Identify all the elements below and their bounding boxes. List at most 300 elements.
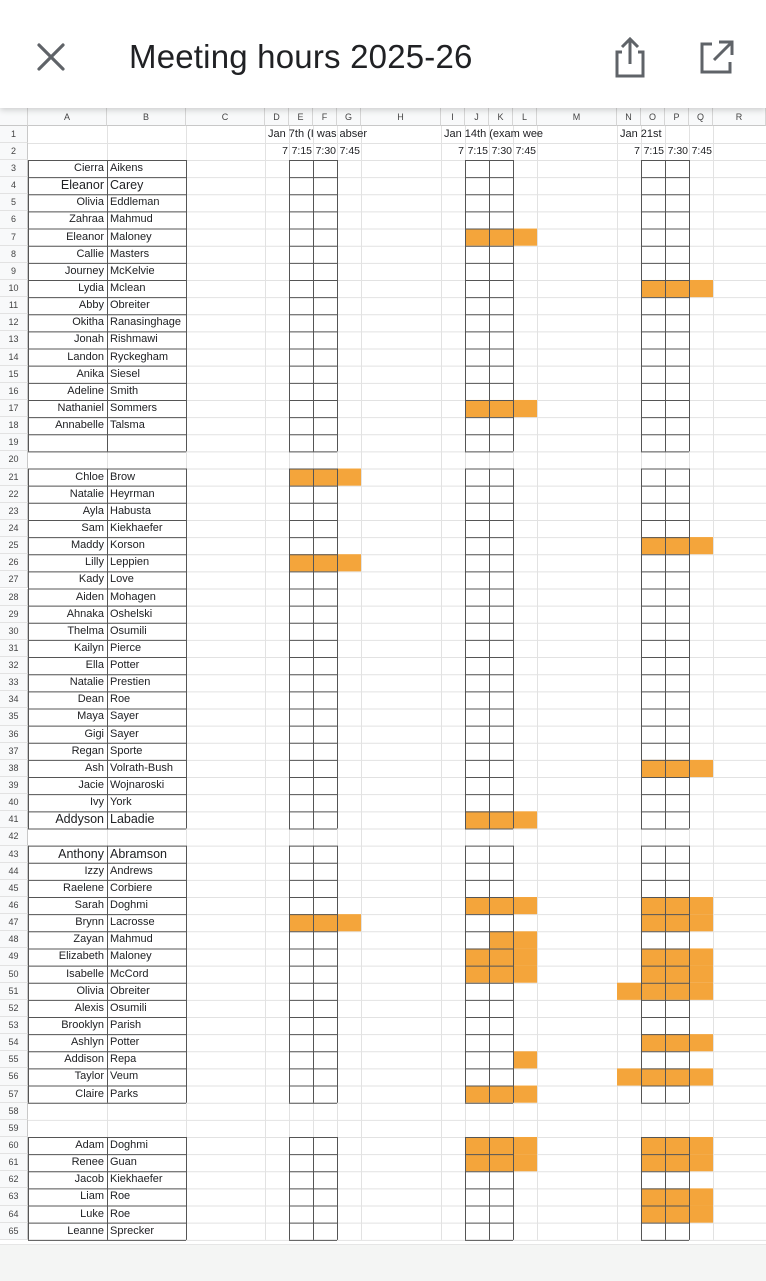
attendance-fill — [689, 948, 713, 965]
row-header[interactable]: 53 — [0, 1017, 28, 1034]
last-name-cell: Talsma — [110, 419, 145, 432]
first-name-cell: Liam — [80, 1190, 104, 1203]
row-header[interactable]: 10 — [0, 280, 28, 297]
last-name-cell: Ranasinghage — [110, 316, 181, 329]
attendance-fill — [337, 469, 361, 486]
row-header[interactable]: 17 — [0, 400, 28, 417]
first-name-cell: Olivia — [76, 196, 104, 209]
first-name-cell: Sam — [81, 521, 104, 534]
last-name-cell: Kiekhaefer — [110, 521, 163, 534]
first-name-cell: Sarah — [74, 899, 104, 912]
time-slot-header: 7 — [458, 145, 464, 157]
first-name-cell: Elizabeth — [58, 950, 104, 963]
attendance-fill — [689, 760, 713, 777]
last-name-cell: Habusta — [110, 504, 151, 517]
first-name-cell: Anika — [76, 367, 104, 380]
first-name-cell: Natalie — [69, 487, 104, 500]
attendance-fill — [665, 537, 689, 554]
attendance-fill — [313, 469, 337, 486]
last-name-cell: Roe — [110, 1207, 131, 1220]
attendance-fill — [665, 983, 689, 1000]
attendance-fill — [465, 229, 489, 246]
first-name-cell: Natalie — [69, 676, 104, 689]
row-header[interactable]: 62 — [0, 1171, 28, 1188]
last-name-cell: Mohagen — [110, 590, 156, 603]
attendance-fill — [489, 1086, 513, 1103]
last-name-cell: Leppien — [110, 556, 150, 569]
row-header[interactable]: 38 — [0, 760, 28, 777]
row-header[interactable]: 33 — [0, 674, 28, 691]
first-name-cell: Ahnaka — [66, 607, 104, 620]
attendance-fill — [337, 914, 361, 931]
attendance-fill — [489, 400, 513, 417]
attendance-fill — [489, 229, 513, 246]
attendance-fill — [689, 1137, 713, 1154]
attendance-fill — [313, 554, 337, 571]
row-header[interactable]: 11 — [0, 297, 28, 314]
time-slot-header: 7 — [634, 145, 640, 157]
first-name-cell: Luke — [80, 1207, 104, 1220]
attendance-fill — [665, 914, 689, 931]
attendance-fill — [641, 280, 665, 297]
column-header-b[interactable]: B — [107, 108, 186, 126]
row-header[interactable]: 22 — [0, 486, 28, 503]
row-header[interactable]: 52 — [0, 1000, 28, 1017]
open-external-button[interactable] — [690, 32, 742, 84]
last-name-cell: Prestien — [110, 676, 151, 689]
first-name-cell: Claire — [75, 1087, 104, 1100]
last-name-cell: Doghmi — [110, 1138, 148, 1151]
attendance-fill — [641, 983, 665, 1000]
last-name-cell: Potter — [110, 1036, 140, 1049]
attendance-fill — [465, 948, 489, 965]
row-header[interactable]: 30 — [0, 623, 28, 640]
row-header[interactable]: 64 — [0, 1206, 28, 1223]
attendance-fill — [513, 1051, 537, 1068]
attendance-fill — [465, 897, 489, 914]
row-header[interactable]: 32 — [0, 657, 28, 674]
first-name-cell: Ivy — [89, 796, 104, 809]
attendance-fill — [689, 537, 713, 554]
attendance-fill — [641, 1068, 665, 1085]
close-icon — [26, 32, 76, 82]
first-name-cell: Brooklyn — [61, 1019, 104, 1031]
row-header[interactable]: 15 — [0, 366, 28, 383]
last-name-cell: Carey — [110, 178, 144, 193]
row-header[interactable]: 58 — [0, 1103, 28, 1120]
last-name-cell: Eddleman — [110, 196, 160, 209]
row-header[interactable]: 18 — [0, 417, 28, 434]
last-name-cell: Repa — [110, 1053, 137, 1066]
first-name-cell: Eleanor — [60, 178, 104, 193]
first-name-cell: Leanne — [67, 1224, 104, 1237]
last-name-cell: Corbiere — [110, 881, 153, 894]
first-name-cell: Dean — [77, 693, 104, 706]
attendance-fill — [489, 948, 513, 965]
attendance-fill — [641, 537, 665, 554]
row-header[interactable]: 3 — [0, 160, 28, 177]
share-icon — [604, 30, 656, 86]
last-name-cell: Sporte — [110, 744, 143, 757]
attendance-fill — [665, 1206, 689, 1223]
row-header[interactable]: 7 — [0, 229, 28, 246]
first-name-cell: Ashlyn — [70, 1036, 104, 1049]
row-header[interactable]: 37 — [0, 743, 28, 760]
first-name-cell: Jacie — [78, 779, 104, 792]
row-header[interactable]: 50 — [0, 966, 28, 983]
first-name-cell: Anthony — [58, 846, 104, 861]
first-name-cell: Isabelle — [66, 967, 104, 980]
first-name-cell: Renee — [71, 1156, 104, 1169]
row-header[interactable]: 14 — [0, 349, 28, 366]
first-name-cell: Alexis — [74, 1001, 104, 1014]
row-header[interactable]: 55 — [0, 1051, 28, 1068]
row-header[interactable]: 24 — [0, 520, 28, 537]
attendance-fill — [641, 760, 665, 777]
column-header-j[interactable]: J — [465, 108, 489, 126]
last-name-cell: Masters — [110, 247, 150, 260]
row-header[interactable]: 42 — [0, 828, 28, 845]
date-header-jan7: Jan 7th (I was abser — [268, 128, 368, 140]
first-name-cell: Landon — [67, 350, 104, 363]
attendance-fill — [689, 1068, 713, 1085]
row-header[interactable]: 41 — [0, 811, 28, 828]
first-name-cell: Callie — [76, 247, 104, 260]
attendance-fill — [513, 897, 537, 914]
open-external-icon — [690, 32, 742, 84]
attendance-fill — [465, 400, 489, 417]
row-header[interactable]: 2 — [0, 143, 28, 160]
last-name-cell: Heyrman — [110, 487, 155, 500]
row-header[interactable]: 28 — [0, 589, 28, 606]
attendance-fill — [465, 1086, 489, 1103]
row-header[interactable]: 49 — [0, 948, 28, 965]
app-header — [0, 0, 766, 108]
first-name-cell: Brynn — [75, 916, 104, 929]
row-header[interactable]: 34 — [0, 691, 28, 708]
first-name-cell: Thelma — [67, 624, 104, 637]
attendance-fill — [513, 1137, 537, 1154]
column-header-q[interactable]: Q — [689, 108, 713, 126]
last-name-cell: York — [110, 796, 132, 809]
last-name-cell: Korson — [110, 539, 145, 552]
attendance-fill — [513, 966, 537, 983]
attendance-fill — [513, 931, 537, 948]
row-header[interactable]: 29 — [0, 606, 28, 623]
row-header[interactable]: 19 — [0, 434, 28, 451]
row-header[interactable]: 36 — [0, 726, 28, 743]
attendance-fill — [641, 1137, 665, 1154]
time-slot-header: 7:15 — [643, 145, 664, 157]
row-header[interactable]: 31 — [0, 640, 28, 657]
last-name-cell: Parks — [110, 1087, 139, 1100]
row-header[interactable]: 43 — [0, 846, 28, 863]
column-header-m[interactable]: M — [537, 108, 617, 126]
row-header[interactable]: 1 — [0, 126, 28, 143]
attendance-fill — [513, 400, 537, 417]
last-name-cell: Wojnaroski — [110, 779, 165, 792]
last-name-cell: Smith — [110, 384, 139, 397]
row-header[interactable]: 61 — [0, 1154, 28, 1171]
last-name-cell: McKelvie — [110, 264, 155, 277]
attendance-fill — [665, 1154, 689, 1171]
time-slot-header: 7:30 — [491, 145, 512, 157]
row-header[interactable]: 44 — [0, 863, 28, 880]
row-header[interactable]: 65 — [0, 1223, 28, 1240]
last-name-cell: Pierce — [110, 641, 142, 654]
time-slot-header: 7:45 — [691, 145, 712, 157]
first-name-cell: Maddy — [70, 539, 104, 552]
row-header[interactable]: 59 — [0, 1120, 28, 1137]
attendance-fill — [489, 1154, 513, 1171]
last-name-cell: Obreiter — [110, 299, 150, 312]
first-name-cell: Maya — [77, 710, 104, 723]
row-header[interactable]: 56 — [0, 1068, 28, 1085]
attendance-fill — [465, 811, 489, 828]
column-header-d[interactable]: D — [265, 108, 289, 126]
column-header-a[interactable]: A — [28, 108, 107, 126]
attendance-fill — [313, 914, 337, 931]
attendance-fill — [689, 914, 713, 931]
row-header[interactable]: 26 — [0, 554, 28, 571]
row-header[interactable]: 8 — [0, 246, 28, 263]
attendance-fill — [617, 1068, 641, 1085]
attendance-fill — [665, 1034, 689, 1051]
row-header[interactable]: 40 — [0, 794, 28, 811]
row-header[interactable]: 4 — [0, 177, 28, 194]
page-title: Meeting hours 2025-26 — [129, 38, 473, 75]
bottom-bar — [0, 1244, 766, 1281]
attendance-fill — [489, 1137, 513, 1154]
last-name-cell: Maloney — [110, 950, 152, 963]
last-name-cell: Sayer — [110, 727, 139, 740]
first-name-cell: Regan — [71, 744, 104, 757]
last-name-cell: Roe — [110, 693, 131, 706]
first-name-cell: Taylor — [74, 1070, 104, 1083]
attendance-fill — [689, 1154, 713, 1171]
attendance-fill — [513, 811, 537, 828]
attendance-fill — [489, 931, 513, 948]
row-header[interactable]: 51 — [0, 983, 28, 1000]
share-button[interactable] — [604, 30, 656, 86]
last-name-cell: Kiekhaefer — [110, 1173, 163, 1186]
attendance-fill — [665, 966, 689, 983]
row-header[interactable]: 57 — [0, 1086, 28, 1103]
last-name-cell: Osumili — [110, 624, 147, 637]
time-slot-header: 7:45 — [515, 145, 536, 157]
attendance-fill — [665, 280, 689, 297]
attendance-fill — [665, 897, 689, 914]
first-name-cell: Abby — [78, 299, 104, 312]
first-name-cell: Addyson — [55, 812, 104, 827]
first-name-cell: Lilly — [85, 556, 104, 569]
row-header[interactable]: 39 — [0, 777, 28, 794]
attendance-fill — [641, 1034, 665, 1051]
last-name-cell: Mahmud — [110, 213, 153, 226]
last-name-cell: Potter — [110, 659, 140, 672]
last-name-cell: Love — [110, 573, 134, 586]
last-name-cell: Guan — [110, 1156, 137, 1169]
row-header[interactable]: 48 — [0, 931, 28, 948]
attendance-fill — [337, 554, 361, 571]
attendance-fill — [465, 966, 489, 983]
last-name-cell: Sprecker — [110, 1224, 155, 1237]
row-header[interactable]: 45 — [0, 880, 28, 897]
close-button[interactable] — [26, 32, 76, 82]
date-header-jan14: Jan 14th (exam wee — [444, 128, 544, 140]
first-name-cell: Eleanor — [66, 230, 104, 243]
first-name-cell: Kailyn — [74, 641, 104, 654]
column-header-p[interactable]: P — [665, 108, 689, 126]
first-name-cell: Journey — [64, 264, 104, 277]
column-header-o[interactable]: O — [641, 108, 665, 126]
attendance-fill — [689, 983, 713, 1000]
last-name-cell: Lacrosse — [110, 916, 155, 929]
attendance-fill — [513, 1154, 537, 1171]
last-name-cell: Rishmawi — [110, 333, 158, 346]
attendance-fill — [689, 897, 713, 914]
attendance-fill — [665, 1137, 689, 1154]
attendance-fill — [641, 897, 665, 914]
first-name-cell: Chloe — [75, 470, 104, 483]
last-name-cell: Ryckegham — [110, 350, 169, 363]
last-name-cell: Brow — [110, 470, 136, 483]
row-header[interactable]: 23 — [0, 503, 28, 520]
time-slot-header: 7:30 — [315, 145, 336, 157]
first-name-cell: Ella — [85, 659, 104, 672]
column-header-r[interactable]: R — [713, 108, 766, 126]
time-slot-header: 7:45 — [339, 145, 360, 157]
attendance-fill — [689, 966, 713, 983]
last-name-cell: Labadie — [110, 812, 155, 827]
first-name-cell: Cierra — [74, 162, 104, 174]
row-header[interactable]: 5 — [0, 194, 28, 211]
first-name-cell: Addison — [64, 1053, 104, 1066]
last-name-cell: Osumili — [110, 1001, 147, 1014]
attendance-fill — [489, 811, 513, 828]
first-name-cell: Okitha — [72, 316, 104, 329]
time-slot-header: 7:30 — [667, 145, 688, 157]
first-name-cell: Gigi — [84, 727, 104, 740]
attendance-fill — [617, 983, 641, 1000]
time-slot-header: 7:15 — [291, 145, 312, 157]
last-name-cell: Oshelski — [110, 607, 153, 620]
first-name-cell: Jonah — [74, 333, 104, 346]
first-name-cell: Izzy — [84, 864, 104, 877]
attendance-fill — [641, 1206, 665, 1223]
last-name-cell: Roe — [110, 1190, 131, 1203]
first-name-cell: Zayan — [73, 933, 104, 946]
attendance-fill — [689, 280, 713, 297]
first-name-cell: Adeline — [67, 384, 104, 397]
row-header[interactable]: 6 — [0, 211, 28, 228]
attendance-fill — [665, 948, 689, 965]
attendance-fill — [689, 1188, 713, 1205]
attendance-fill — [641, 1188, 665, 1205]
date-header-jan21: Jan 21st — [620, 128, 662, 140]
last-name-cell: Veum — [110, 1070, 139, 1083]
column-header-g[interactable]: G — [337, 108, 361, 126]
row-header[interactable]: 63 — [0, 1188, 28, 1205]
last-name-cell: Mahmud — [110, 933, 153, 946]
select-all-corner[interactable] — [0, 108, 28, 126]
column-header-e[interactable]: E — [289, 108, 313, 126]
last-name-cell: Parish — [110, 1019, 142, 1031]
last-name-cell: Sommers — [110, 401, 158, 414]
row-header[interactable]: 9 — [0, 263, 28, 280]
attendance-fill — [513, 948, 537, 965]
last-name-cell: Siesel — [110, 367, 140, 380]
last-name-cell: Aikens — [110, 162, 144, 174]
row-header[interactable]: 35 — [0, 708, 28, 725]
spreadsheet-grid[interactable] — [0, 108, 766, 1244]
row-header[interactable]: 25 — [0, 537, 28, 554]
column-header-h[interactable]: H — [361, 108, 441, 126]
column-header-k[interactable]: K — [489, 108, 513, 126]
attendance-fill — [513, 229, 537, 246]
row-header[interactable]: 12 — [0, 314, 28, 331]
row-header[interactable]: 46 — [0, 897, 28, 914]
attendance-fill — [665, 760, 689, 777]
first-name-cell: Aiden — [75, 590, 104, 603]
first-name-cell: Ash — [85, 761, 104, 774]
last-name-cell: Mclean — [110, 281, 146, 294]
row-header[interactable]: 20 — [0, 451, 28, 468]
last-name-cell: Sayer — [110, 710, 139, 723]
row-header[interactable]: 27 — [0, 571, 28, 588]
first-name-cell: Nathaniel — [57, 401, 104, 414]
first-name-cell: Annabelle — [55, 419, 104, 432]
attendance-fill — [289, 914, 313, 931]
row-header[interactable]: 13 — [0, 331, 28, 348]
row-header[interactable]: 16 — [0, 383, 28, 400]
attendance-fill — [489, 966, 513, 983]
attendance-fill — [289, 554, 313, 571]
column-header-n[interactable]: N — [617, 108, 641, 126]
last-name-cell: Volrath-Bush — [110, 761, 173, 774]
row-header[interactable]: 60 — [0, 1137, 28, 1154]
row-header[interactable]: 47 — [0, 914, 28, 931]
attendance-fill — [489, 897, 513, 914]
row-header[interactable]: 21 — [0, 469, 28, 486]
attendance-fill — [641, 914, 665, 931]
first-name-cell: Lydia — [78, 281, 104, 294]
first-name-cell: Jacob — [74, 1173, 104, 1186]
last-name-cell: Andrews — [110, 864, 153, 877]
attendance-fill — [289, 469, 313, 486]
attendance-fill — [465, 1137, 489, 1154]
attendance-fill — [689, 1206, 713, 1223]
last-name-cell: Doghmi — [110, 899, 148, 912]
attendance-fill — [665, 1068, 689, 1085]
attendance-fill — [689, 1034, 713, 1051]
column-header-c[interactable]: C — [186, 108, 265, 126]
attendance-fill — [641, 966, 665, 983]
attendance-fill — [641, 1154, 665, 1171]
last-name-cell: Maloney — [110, 230, 152, 243]
time-slot-header: 7 — [282, 145, 288, 157]
column-header-i[interactable]: I — [441, 108, 465, 126]
column-header-f[interactable]: F — [313, 108, 337, 126]
first-name-cell: Olivia — [76, 984, 104, 997]
time-slot-header: 7:15 — [467, 145, 488, 157]
attendance-fill — [465, 1154, 489, 1171]
attendance-fill — [513, 1086, 537, 1103]
first-name-cell: Ayla — [82, 504, 104, 517]
row-header[interactable]: 54 — [0, 1034, 28, 1051]
column-header-l[interactable]: L — [513, 108, 537, 126]
first-name-cell: Kady — [78, 573, 104, 586]
